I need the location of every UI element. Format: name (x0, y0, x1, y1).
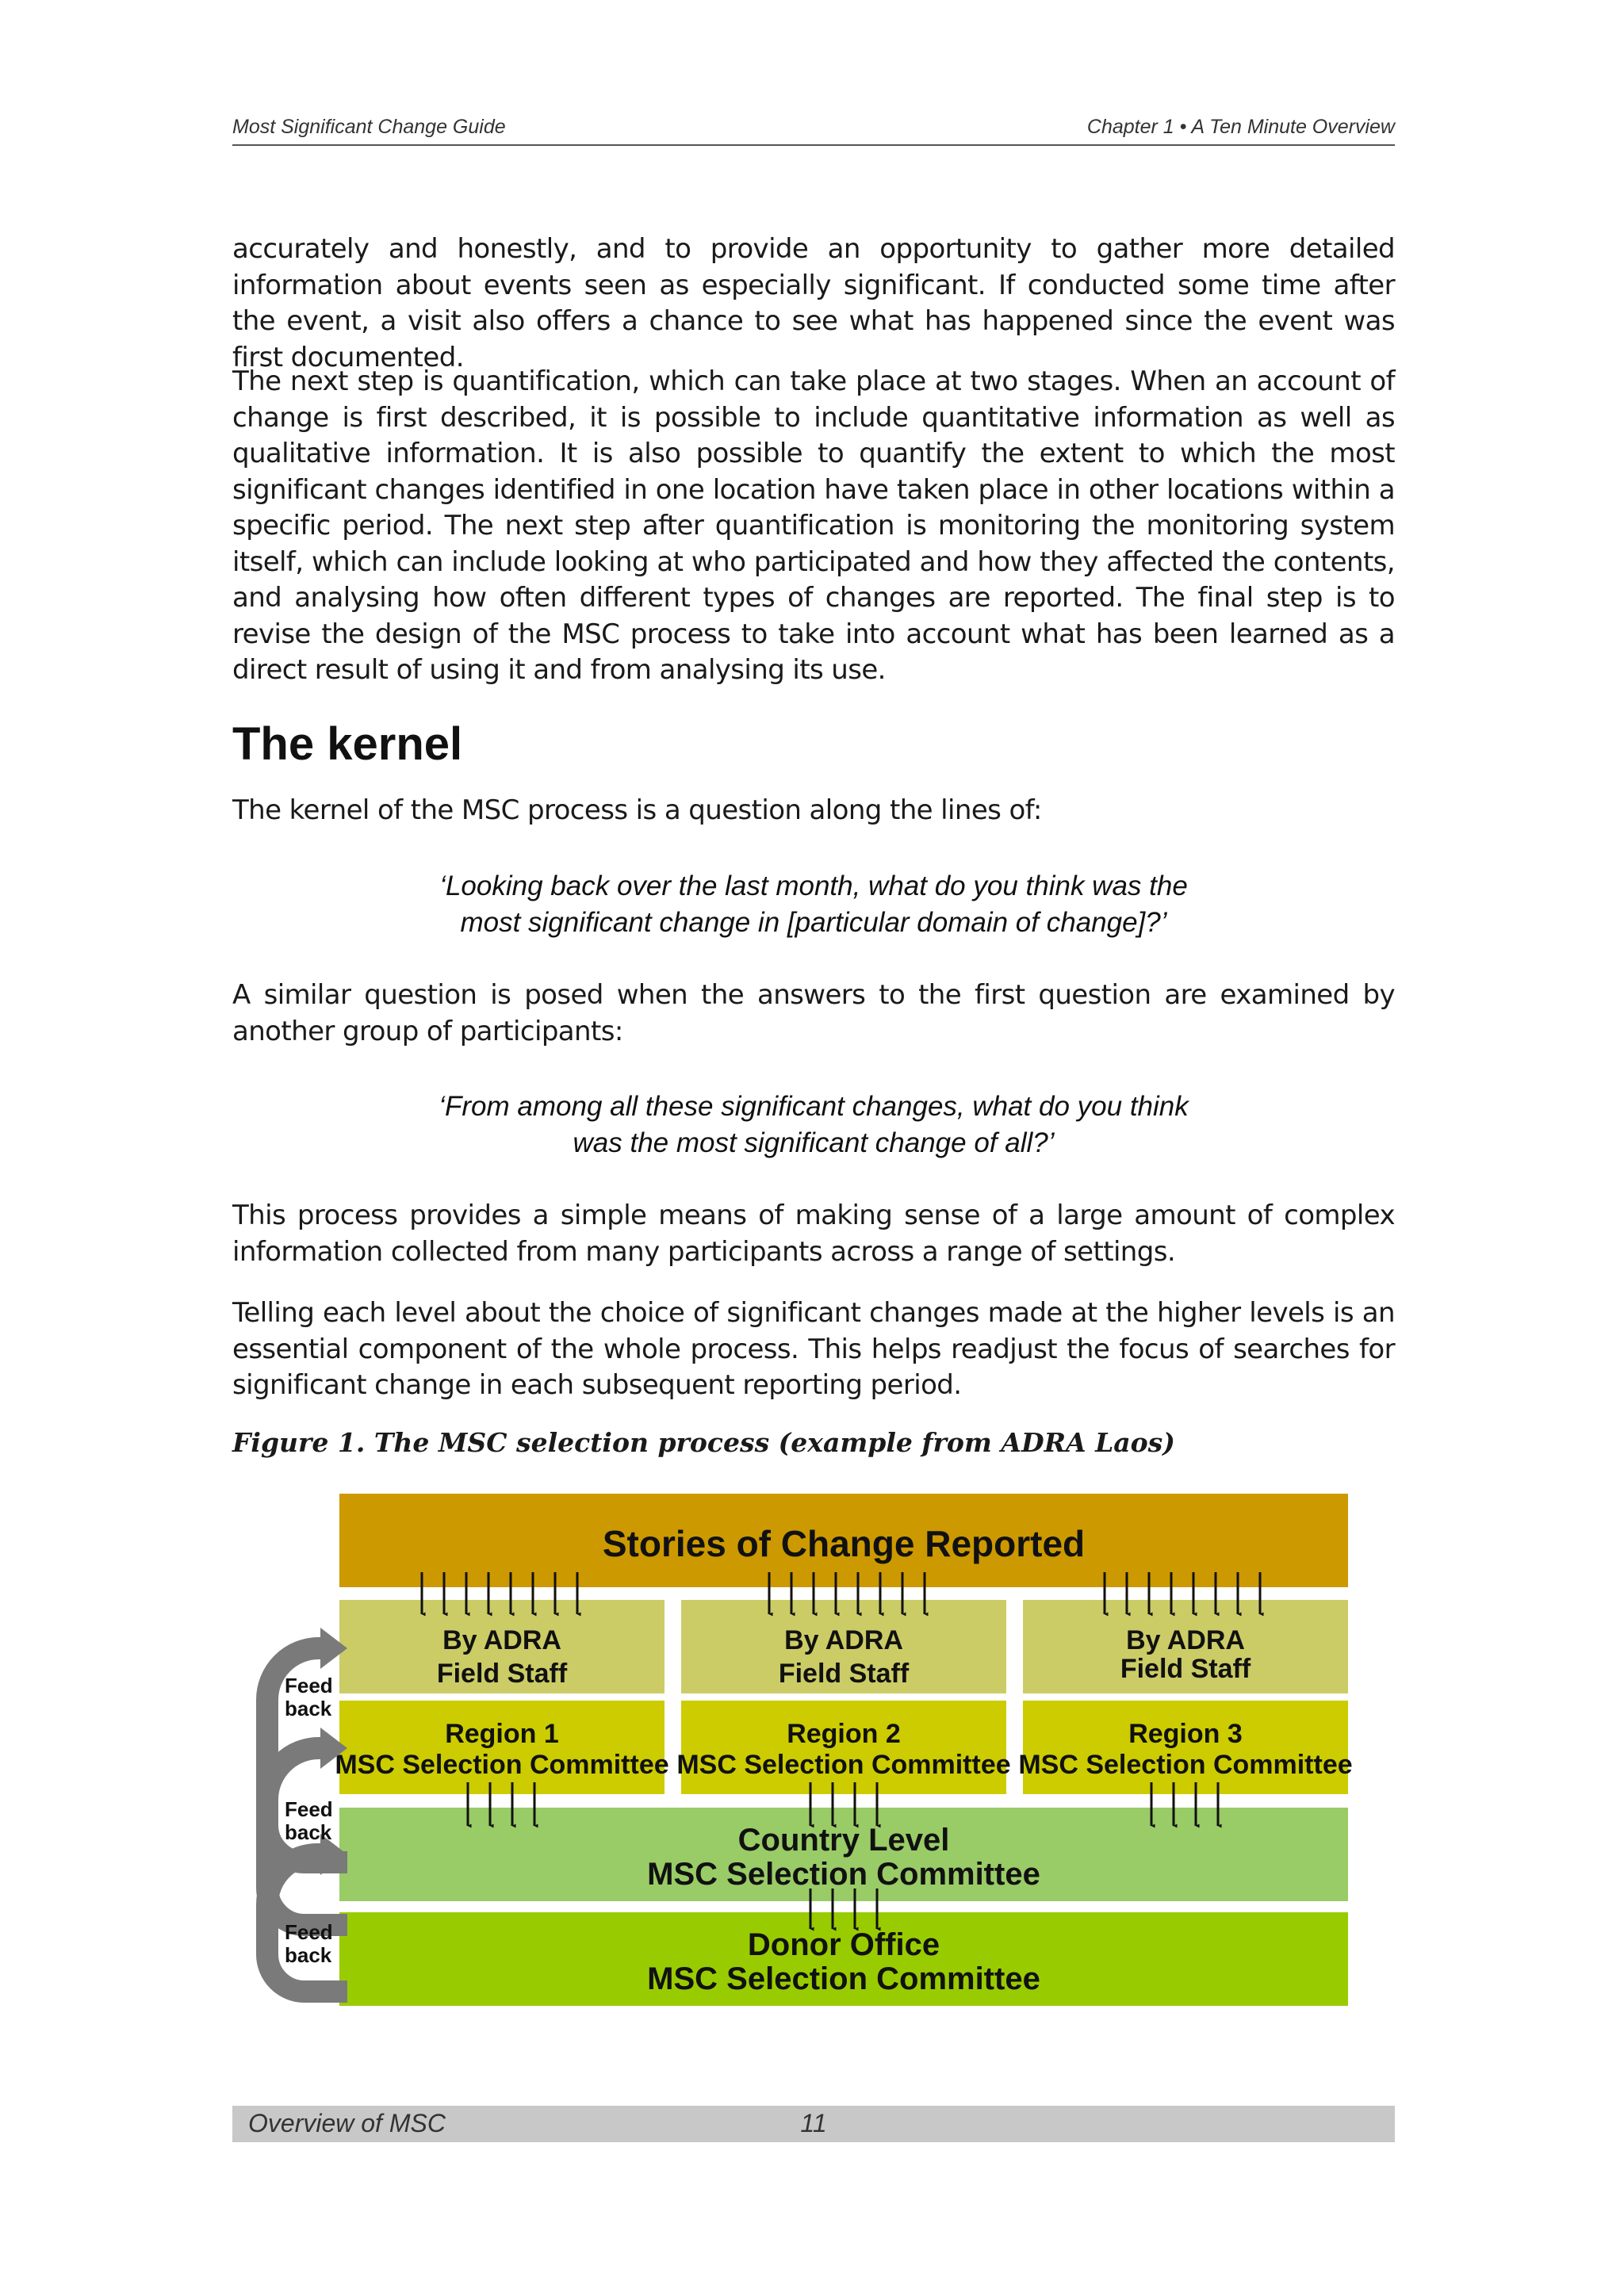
field-staff-3-line2: Field Staff (1120, 1654, 1251, 1684)
feedback-label-1-line2: back (285, 1697, 332, 1720)
field-staff-1-line1: By ADRA (442, 1625, 561, 1655)
region-3-name: Region 3 (1128, 1719, 1243, 1749)
feedback-label-2-line1: Feed (285, 1797, 333, 1821)
donor-office-committee: MSC Selection Committee (647, 1961, 1040, 1996)
region-1-committee: MSC Selection Committee (335, 1750, 669, 1780)
quote-line: was the most significant change of all?’ (573, 1127, 1055, 1158)
feedback-label-1-line1: Feed (285, 1674, 333, 1697)
paragraph-similar-question: A similar question is posed when the answers to the first question are examined by another group of participants: (232, 979, 1395, 1047)
stories-banner-label: Stories of Change Reported (602, 1523, 1086, 1564)
header-chapter-title: Chapter 1 • A Ten Minute Overview (1086, 116, 1395, 138)
quote-line: ‘From among all these significant changes, what do you think (439, 1091, 1189, 1122)
paragraph-telling-each-level: Telling each level about the choice of significant changes made at the higher levels is an essential component of the whole process. This helps readjust the focus of searches for significant change in each subsequent reporting period. (232, 1297, 1395, 1401)
feedback-label-2-line2: back (285, 1820, 332, 1844)
region-2-name: Region 2 (787, 1719, 901, 1749)
page-number: 11 (800, 2109, 827, 2137)
paragraph-simple-means: This process provides a simple means of making sense of a large amount of complex information collected from many participants across a range of settings. (232, 1200, 1395, 1268)
feedback-label-3-line1: Feed (285, 1920, 333, 1944)
region-3-committee: MSC Selection Committee (1018, 1750, 1353, 1780)
section-heading-kernel: The kernel (232, 718, 463, 770)
donor-office-name: Donor Office (747, 1927, 940, 1962)
country-level-committee: MSC Selection Committee (647, 1857, 1040, 1892)
quote-line: ‘Looking back over the last month, what do you think was the (439, 871, 1188, 901)
region-2-committee: MSC Selection Committee (676, 1750, 1011, 1780)
feedback-label-3-line2: back (285, 1943, 332, 1967)
field-staff-3-line1: By ADRA (1126, 1625, 1245, 1655)
header-guide-title: Most Significant Change Guide (232, 116, 506, 138)
footer-section-title: Overview of MSC (248, 2109, 446, 2137)
field-staff-2-line2: Field Staff (778, 1659, 910, 1689)
field-staff-1-line2: Field Staff (436, 1659, 568, 1689)
quote-line: most significant change in [particular domain of change]?’ (460, 907, 1167, 938)
paragraph-kernel-intro: The kernel of the MSC process is a question along the lines of: (232, 794, 1042, 826)
footer-bar (232, 2106, 1395, 2142)
region-1-name: Region 1 (445, 1719, 559, 1749)
figure-caption: Figure 1. The MSC selection process (example from ADRA Laos) (232, 1427, 1175, 1458)
paragraph-visit: accurately and honestly, and to provide an opportunity to gather more detailed information about events seen as especially significant. If conducted some time after the event, a visit also offers a chance to see what has happened since the event was first documented. (232, 233, 1395, 373)
field-staff-2-line1: By ADRA (784, 1625, 903, 1655)
country-level-name: Country Level (737, 1823, 950, 1858)
paragraph-quantification: The next step is quantification, which can take place at two stages. When an account of change is first described, it is possible to include quantitative information as well as qualitative information. It is also possible to quantify the extent to which the most significant changes identified in one location have taken place in other locations within a specific period. The next step after quantification is monitoring the monitoring system itself, which can include looking at who participated and how they affected the contents, and analysing how often different types of changes are reported. The final step is to revise the design of the MSC process to take into account what has been learned as a direct result of using it and from analysing its use. (232, 365, 1395, 686)
